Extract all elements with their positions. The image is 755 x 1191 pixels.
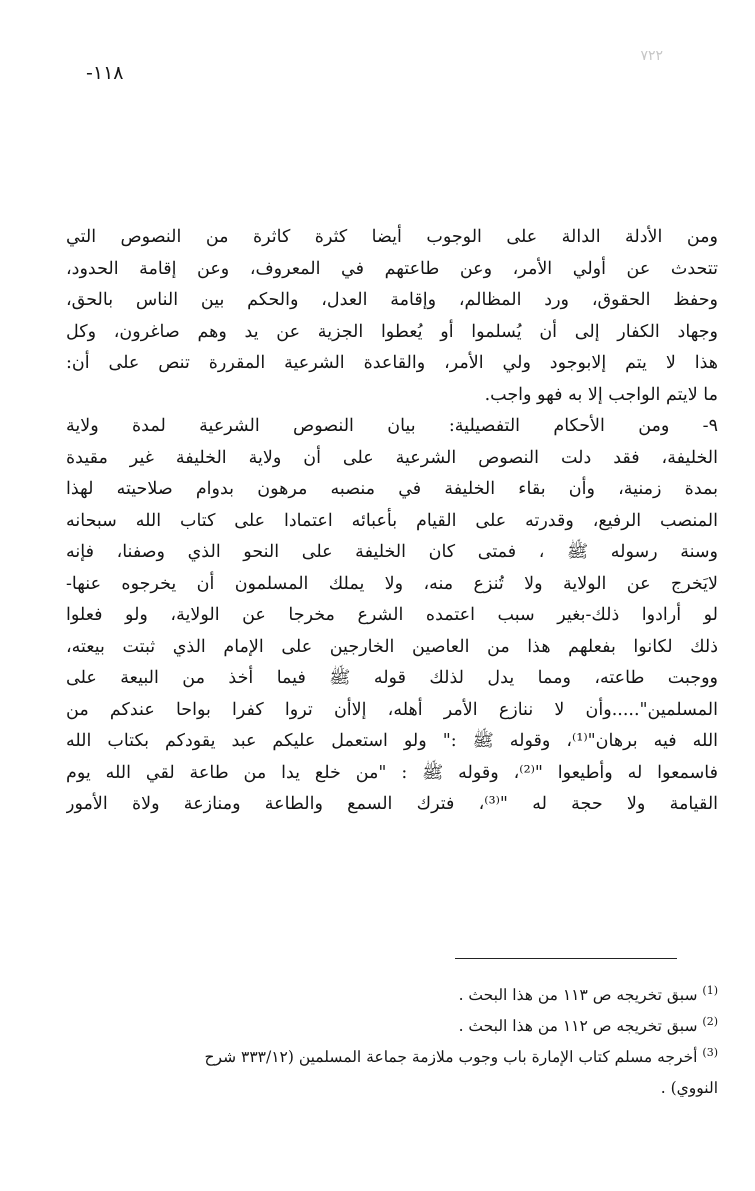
footnote <box>76 980 718 1011</box>
text-line: ذلك لكانوا بفعلهم هذا من العاصين الخارجين على الإمام الذي ثبتت بيعته، <box>66 636 718 657</box>
footnote-marker: (1) <box>702 983 718 997</box>
text-line: تتحدث عن أولي الأمر، وعن طاعتهم في المعروف، وعن إقامة الحدود، <box>66 258 718 279</box>
text-line: وسنة رسوله ﷺ ، فمتى كان الخليفة على النحو الذي وصفنا، فإنه <box>66 542 718 562</box>
text-line: ومن الأدلة الدالة على الوجوب أيضا كثرة كاثرة من النصوص التي <box>66 227 718 247</box>
text-line: هذا لا يتم إلابوجود ولي الأمر، والقاعدة الشرعية المقررة تنص على أن: <box>66 353 718 373</box>
text-line: ووجبت طاعته، ومما يدل لذلك قوله ﷺ فيما أخذ من البيعة على <box>66 668 718 688</box>
text-line: فاسمعوا له وأطيعوا "⁽²⁾، وقوله ﷺ : "من خلع يدا من طاعة لقي الله يوم <box>66 762 718 783</box>
text-line: المنصب الرفيع، وقدرته على القيام بأعبائه اعتمادا على كتاب الله سبحانه <box>66 510 718 531</box>
footnote <box>76 1011 718 1042</box>
text-line: لو أرادوا ذلك-بغير سبب اعتمده الشرع مخرجا عن الولاية، ولو فعلوا <box>66 605 718 625</box>
page-number: ١١٨- <box>86 62 124 84</box>
footnotes-block <box>76 980 718 1104</box>
text-line: ٩- ومن الأحكام التفصيلية: بيان النصوص الشرعية لمدة ولاية <box>66 416 718 436</box>
footnote-text: النووي) . <box>660 1079 718 1097</box>
footnote-text: أخرجه مسلم كتاب الإمارة باب وجوب ملازمة جماعة المسلمين (٣٣٣/١٢ شرح <box>204 1048 698 1066</box>
text-line: وحفظ الحقوق، ورد المظالم، وإقامة العدل، والحكم بين الناس بالحق، <box>66 290 718 310</box>
text-line: الله فيه برهان"⁽¹⁾، وقوله ﷺ :" ولو استعمل عليكم عبد يقودكم بكتاب الله <box>66 731 718 751</box>
text-line: المسلمين".....وأن لا ننازع الأمر أهله، إلاأن تروا كفرا بواحا عندكم من <box>66 699 718 720</box>
text-line: لايَخرج عن الولاية ولا تُنزع منه، ولا يملك المسلمون أن يخرجوه عنها- <box>66 573 718 594</box>
text-line: القيامة ولا حجة له "⁽³⁾، فترك السمع والطاعة ومنازعة ولاة الأمور <box>66 794 718 814</box>
footnote-text: سبق تخريجه ص ١١٣ من هذا البحث . <box>458 986 698 1004</box>
footnote-marker: (2) <box>702 1014 718 1028</box>
text-line: وجهاد الكفار إلى أن يُسلموا أو يُعطوا الجزية عن يد وهم صاغرون، وكل <box>66 321 718 342</box>
text-line: بمدة زمنية، وأن بقاء الخليفة في منصبه مرهون بدوام صلاحيته لهذا <box>66 479 718 499</box>
footnote-marker: (3) <box>702 1045 718 1059</box>
text-line: ما لايتم الواجب إلا به فهو واجب. <box>484 384 718 405</box>
faint-page-mark: ٧٢٢ <box>640 48 663 64</box>
main-text-block <box>66 222 718 821</box>
footnote-divider <box>455 958 677 959</box>
footnote-text: سبق تخريجه ص ١١٢ من هذا البحث . <box>458 1017 698 1035</box>
text-line: الخليفة، فقد دلت النصوص الشرعية على أن ولاية الخليفة غير مقيدة <box>66 447 718 468</box>
footnote <box>76 1073 718 1104</box>
footnote <box>76 1042 718 1073</box>
